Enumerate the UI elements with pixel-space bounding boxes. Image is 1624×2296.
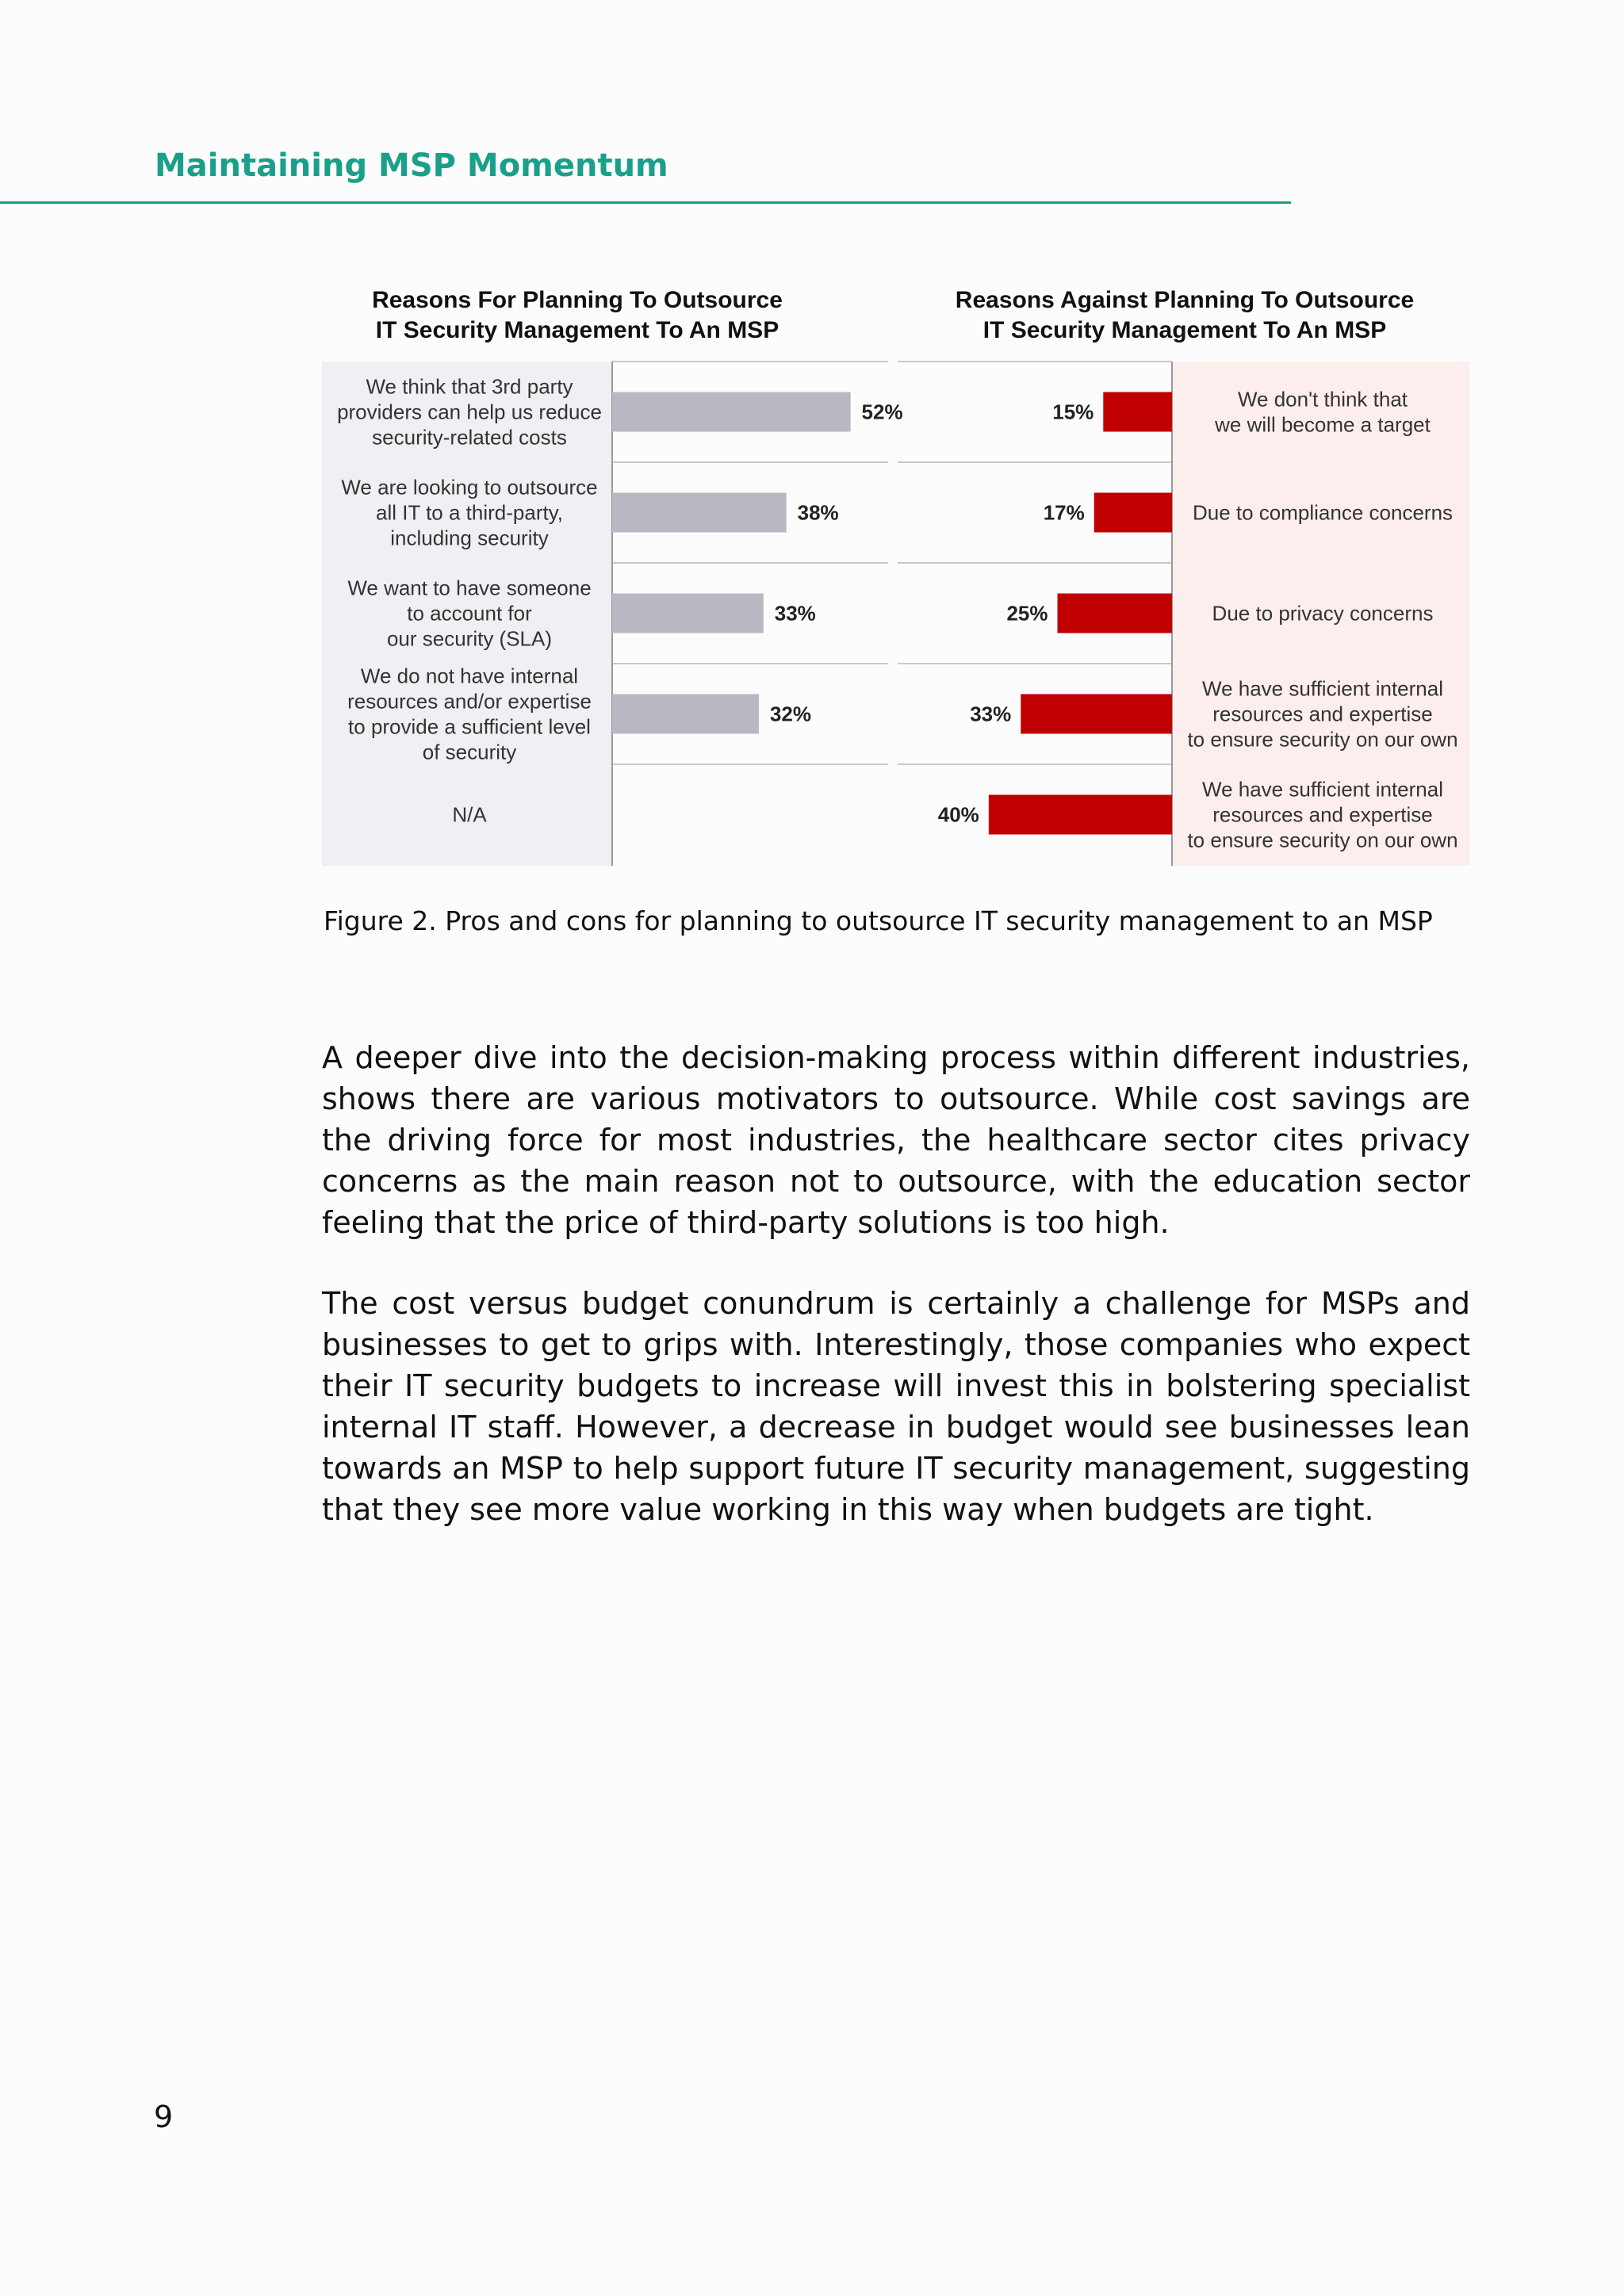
body-paragraph-2: The cost versus budget conundrum is certainly a challenge for MSPs and businesses to get to grips with. Interestingly, those companies who expect their IT security budgets to increase will invest this in bolstering specialist internal IT staff. However, a decrease in budget would see businesses lean towards an MSP to help support future IT security management, suggesting that they see more value working in this way when budgets are tight. [322, 1286, 1470, 1527]
against-category-label: Due to privacy concerns [1212, 601, 1434, 626]
for-category-label: We are looking to outsource [341, 475, 598, 499]
against-category-label: We have sufficient internal [1202, 676, 1443, 701]
for-category-label: of security [422, 740, 517, 764]
for-category-label: security-related costs [372, 425, 567, 450]
for-bar [612, 695, 759, 734]
for-category-label: to provide a sufficient level [348, 714, 591, 739]
for-category-label: resources and/or expertise [347, 689, 592, 714]
against-bar [1103, 392, 1172, 432]
chart-svg [322, 277, 1472, 868]
figure-caption: Figure 2. Pros and cons for planning to outsource IT security management to an MSP [324, 905, 1433, 936]
for-chart-title-line: Reasons For Planning To Outsource [372, 287, 783, 313]
for-data-label: 32% [769, 702, 812, 726]
against-category-label: resources and expertise [1212, 802, 1433, 827]
for-category-label: We think that 3rd party [366, 374, 573, 399]
against-chart-title-line: IT Security Management To An MSP [982, 317, 1387, 343]
body-paragraph-1: A deeper dive into the decision-making process within different industries, shows there are various motivators to outsource. While cost savings are the driving force for most industries, the healthcare sector cites privacy concerns as the main reason not to outsource, with the education sector feeling that the price of third-party solutions is too high. [322, 1040, 1470, 1240]
against-data-label: 25% [1006, 601, 1048, 626]
for-bar [612, 493, 787, 533]
against-data-label: 40% [937, 802, 979, 827]
against-data-label: 15% [1052, 400, 1094, 424]
for-category-label: including security [390, 526, 549, 550]
for-bar [612, 594, 764, 633]
for-category-label: providers can help us reduce [337, 400, 602, 424]
for-category-label: N/A [452, 802, 487, 827]
against-category-label: Due to compliance concerns [1192, 500, 1454, 525]
against-category-label: we will become a target [1215, 412, 1431, 437]
for-category-label: to account for [407, 601, 532, 626]
for-category-label: all IT to a third-party, [375, 500, 564, 525]
against-category-label: resources and expertise [1212, 702, 1433, 726]
outsourcing-reasons-chart [322, 277, 1472, 868]
for-data-label: 33% [774, 601, 816, 626]
against-bar [989, 795, 1172, 835]
against-category-label: We have sufficient internal [1202, 777, 1443, 802]
against-data-label: 33% [970, 702, 1012, 726]
header-divider [0, 201, 1291, 204]
for-chart-title-line: IT Security Management To An MSP [375, 317, 779, 343]
against-chart-title-line: Reasons Against Planning To Outsource [955, 287, 1415, 313]
for-category-label: our security (SLA) [386, 626, 553, 651]
for-data-label: 38% [797, 500, 839, 525]
for-category-label: We do not have internal [360, 664, 579, 688]
against-bar [1021, 695, 1172, 734]
against-category-label: We don't think that [1237, 387, 1408, 411]
page-header-title: Maintaining MSP Momentum [155, 147, 668, 184]
for-bar [612, 392, 851, 432]
against-bar [1058, 594, 1173, 633]
against-data-label: 17% [1043, 500, 1085, 525]
against-category-label: to ensure security on our own [1187, 828, 1458, 852]
against-bar [1094, 493, 1172, 533]
page-number: 9 [154, 2099, 174, 2134]
for-data-label: 52% [861, 400, 903, 424]
against-category-label: to ensure security on our own [1187, 727, 1458, 752]
for-category-label: We want to have someone [347, 576, 592, 600]
